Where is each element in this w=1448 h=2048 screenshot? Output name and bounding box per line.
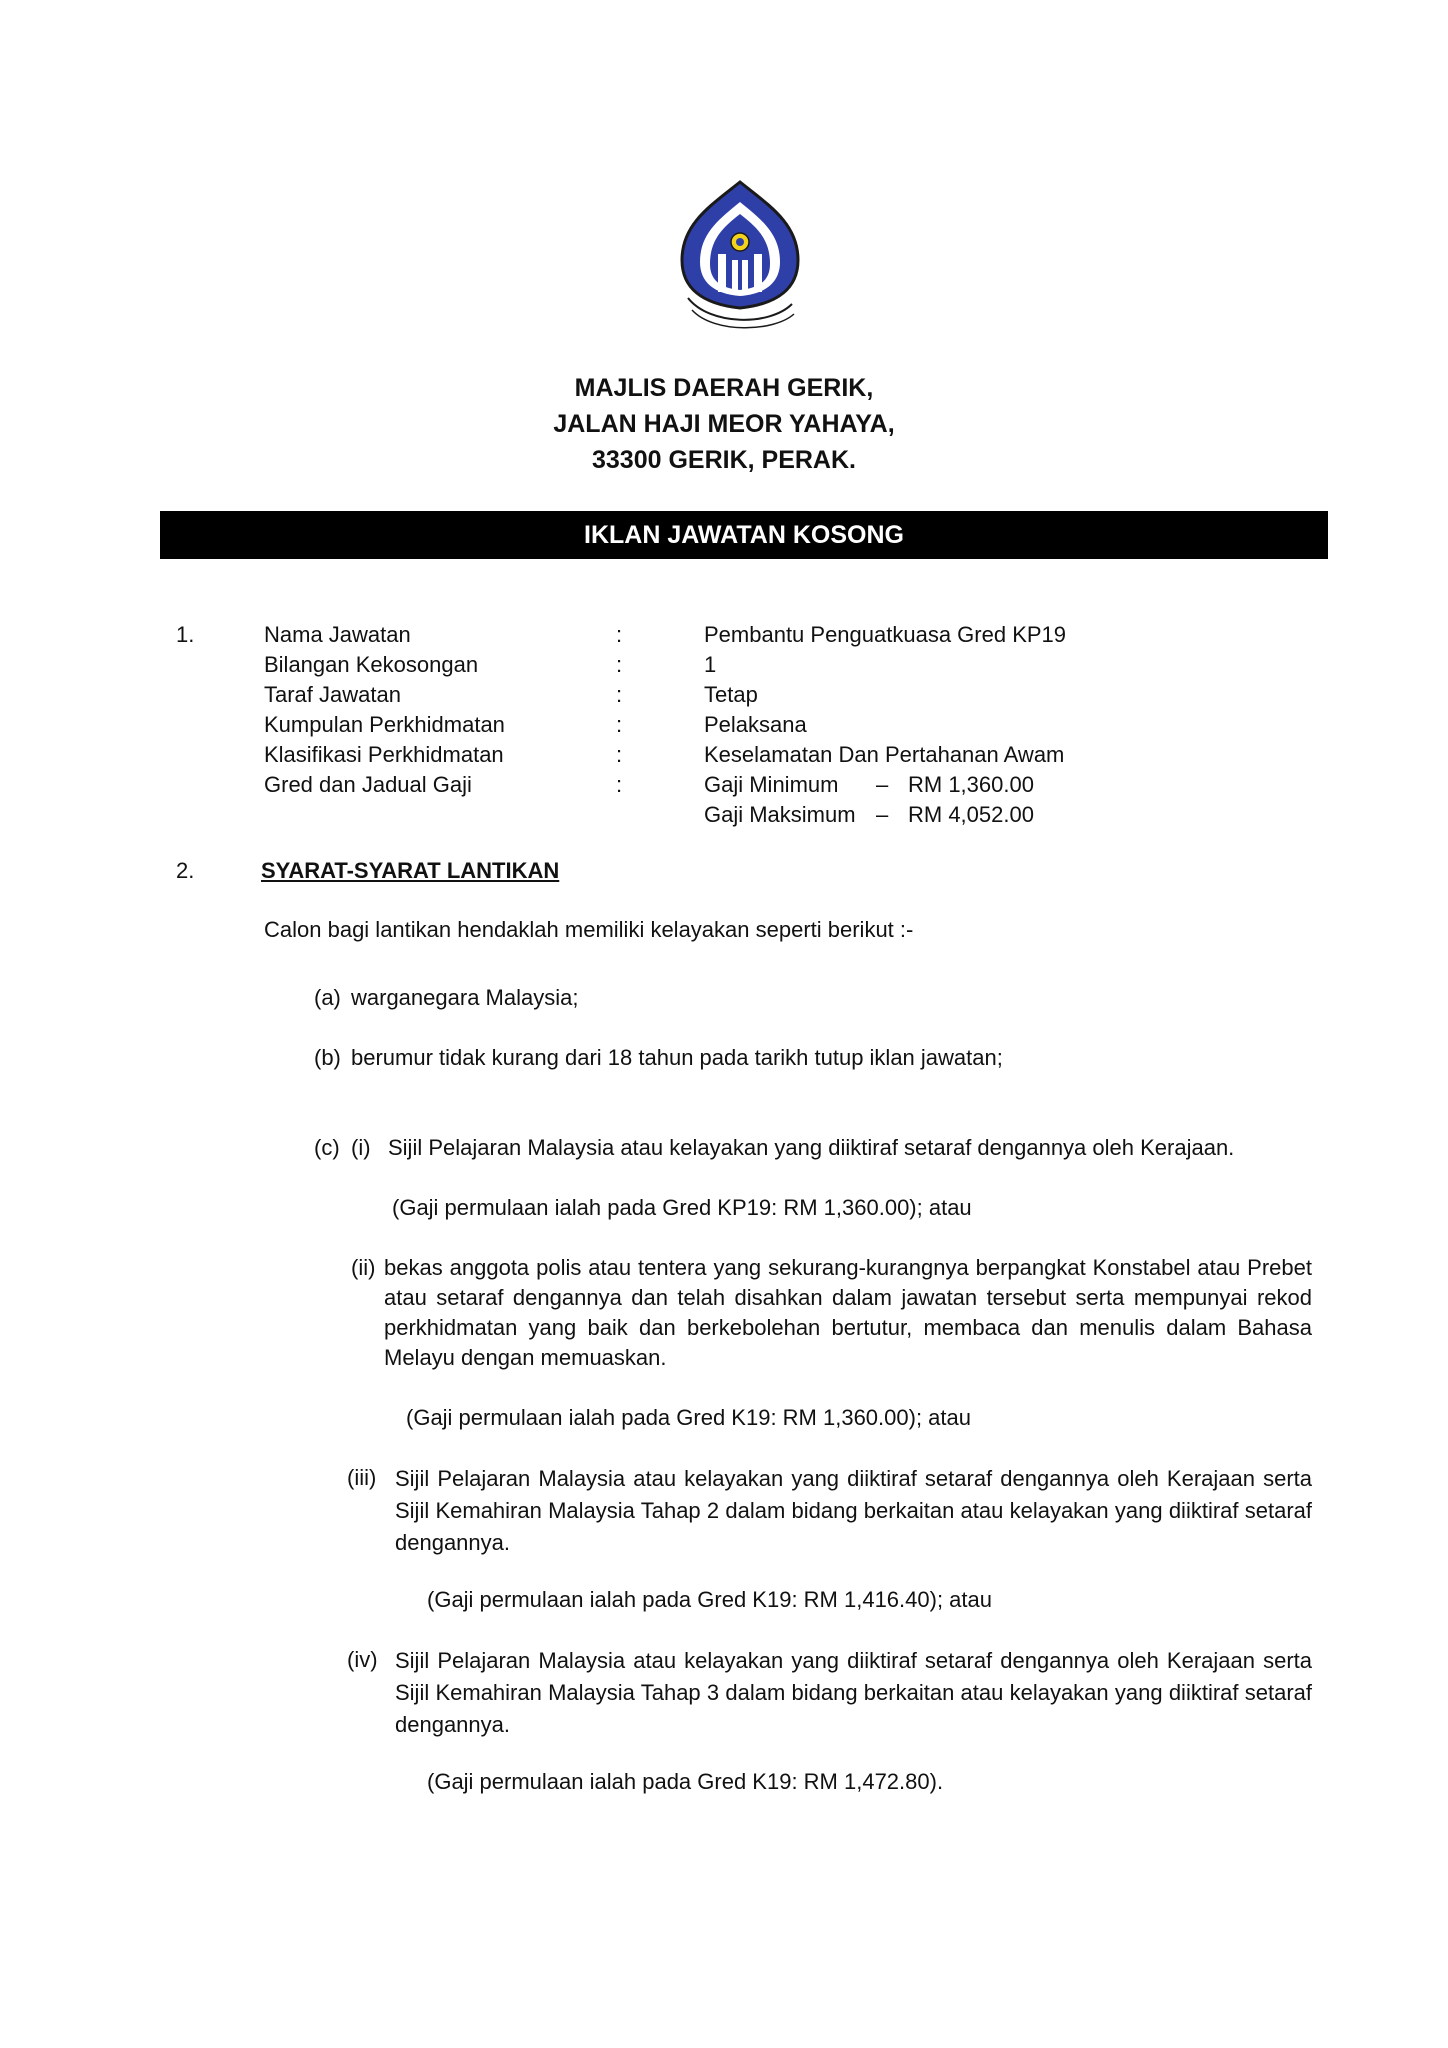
- item-c-iii-salary-note: (Gaji permulaan ialah pada Gred K19: RM 1,416.40); atau: [427, 1587, 992, 1612]
- section-2-number: 2.: [176, 858, 195, 883]
- item-c-ii-salary-note: (Gaji permulaan ialah pada Gred K19: RM 1,360.00); atau: [406, 1405, 971, 1430]
- salary-max-amount: RM 4,052.00: [908, 802, 1034, 827]
- section-1-number: 1.: [176, 622, 195, 647]
- item-a-marker: (a): [314, 985, 341, 1010]
- item-c-iii-marker: (iii): [347, 1465, 377, 1490]
- item-c-iv-text-content: Sijil Pelajaran Malaysia atau kelayakan yang diiktiraf setaraf dengannya oleh Kerajaan serta Sijil Kemahiran Malaysia Tahap 3 dalam bidang berkaitan atau kelayakan yang diiktiraf setaraf dengannya.: [395, 1648, 1312, 1737]
- item-c-iii-text: [395, 1463, 1312, 1559]
- salary-max-label: Gaji Maksimum: [704, 802, 856, 827]
- item-b-text: berumur tidak kurang dari 18 tahun pada tarikh tutup iklan jawatan;: [351, 1045, 1003, 1070]
- item-b-marker: (b): [314, 1045, 341, 1070]
- field-separator: :: [616, 652, 623, 677]
- field-value-nama-jawatan: Pembantu Penguatkuasa Gred KP19: [704, 622, 1067, 647]
- address-line-3: 33300 GERIK, PERAK.: [592, 446, 856, 474]
- item-c-i-text: Sijil Pelajaran Malaysia atau kelayakan yang diiktiraf setaraf dengannya oleh Kerajaan.: [388, 1135, 1235, 1160]
- field-value-bilangan-kekosongan: 1: [704, 652, 717, 677]
- salary-min-dash: –: [876, 772, 889, 797]
- item-c-iii-text-content: Sijil Pelajaran Malaysia atau kelayakan yang diiktiraf setaraf dengannya oleh Kerajaan serta Sijil Kemahiran Malaysia Tahap 2 dalam bidang berkaitan atau kelayakan yang diiktiraf setaraf dengannya.: [395, 1466, 1312, 1555]
- field-separator: :: [616, 682, 623, 707]
- salary-max-dash: –: [876, 802, 889, 827]
- field-label-nama-jawatan: Nama Jawatan: [264, 622, 411, 647]
- item-c-i-marker: (i): [351, 1135, 371, 1160]
- item-c-i-salary-note: (Gaji permulaan ialah pada Gred KP19: RM 1,360.00); atau: [392, 1195, 972, 1220]
- field-label-taraf-jawatan: Taraf Jawatan: [264, 682, 401, 707]
- item-c-ii-marker: (ii): [351, 1255, 376, 1280]
- item-c-ii-text-content: bekas anggota polis atau tentera yang sekurang-kurangnya berpangkat Konstabel atau Prebet atau setaraf dengannya dan telah disahkan dalam jawatan tersebut serta mempunyai rekod perkhidmatan yang baik dan berkebolehan bertutur, membaca dan menulis dalam Bahasa Melayu dengan memuaskan.: [384, 1255, 1312, 1370]
- section-2-intro: Calon bagi lantikan hendaklah memiliki kelayakan seperti berikut :-: [264, 917, 914, 942]
- salary-min-amount: RM 1,360.00: [908, 772, 1034, 797]
- field-label-kumpulan-perkhidmatan: Kumpulan Perkhidmatan: [264, 712, 505, 737]
- item-c-marker: (c): [314, 1135, 340, 1160]
- salary-min-label: Gaji Minimum: [704, 772, 839, 797]
- field-value-taraf-jawatan: Tetap: [704, 682, 758, 707]
- majlis-daerah-gerik-crest-icon: [670, 176, 810, 336]
- field-label-bilangan-kekosongan: Bilangan Kekosongan: [264, 652, 479, 677]
- field-label-klasifikasi-perkhidmatan: Klasifikasi Perkhidmatan: [264, 742, 504, 767]
- item-c-ii-text: [384, 1253, 1312, 1373]
- field-separator: :: [616, 772, 623, 797]
- field-value-kumpulan-perkhidmatan: Pelaksana: [704, 712, 807, 737]
- item-c-iv-text: [395, 1645, 1312, 1741]
- item-c-iv-marker: (iv): [347, 1647, 378, 1672]
- field-separator: :: [616, 742, 623, 767]
- field-separator: :: [616, 622, 623, 647]
- address-line-1: MAJLIS DAERAH GERIK,: [574, 374, 874, 402]
- field-separator: :: [616, 712, 623, 737]
- address-line-2: JALAN HAJI MEOR YAHAYA,: [553, 410, 895, 438]
- item-c-iv-salary-note: (Gaji permulaan ialah pada Gred K19: RM 1,472.80).: [427, 1769, 944, 1794]
- section-2-heading: SYARAT-SYARAT LANTIKAN: [261, 858, 560, 883]
- item-a-text: warganegara Malaysia;: [351, 985, 579, 1010]
- field-value-klasifikasi-perkhidmatan: Keselamatan Dan Pertahanan Awam: [704, 742, 1065, 767]
- vacancy-banner-title: IKLAN JAWATAN KOSONG: [160, 511, 1328, 559]
- field-label-gred-jadual-gaji: Gred dan Jadual Gaji: [264, 772, 472, 797]
